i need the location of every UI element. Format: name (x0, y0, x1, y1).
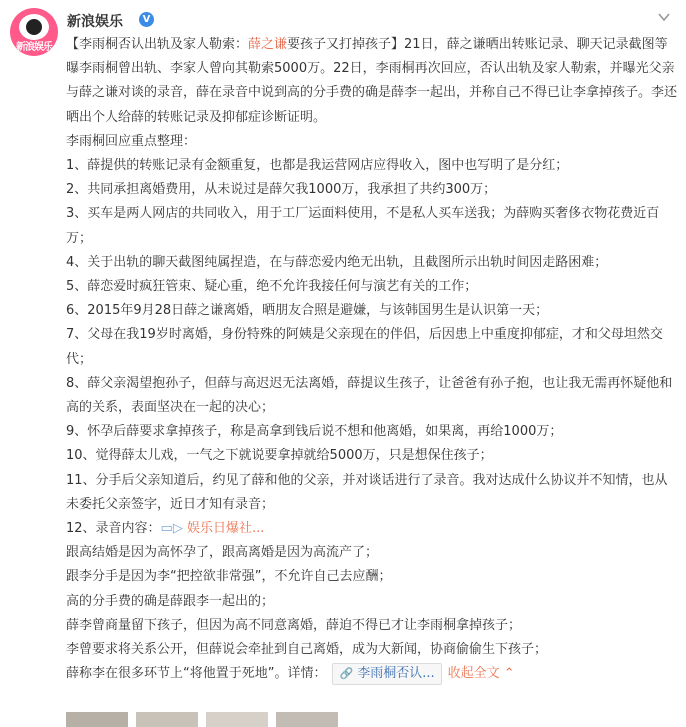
intro-text: 【李雨桐否认出轨及家人勒索： (66, 37, 249, 52)
detail-link-chip[interactable] (332, 663, 441, 685)
quote-line: 薛李曾商量留下孩子，但因为高不同意离婚，薛迫不得已才让李雨桐拿掉孩子； (66, 617, 522, 633)
intro-rest-text: 要孩子又打掉孩子】21日，薛之谦晒出转账记录、聊天记录截图等曝李雨桐曾出轨、李家人曾向其勒索5000万。22日，李雨桐再次回应，否认出轨及家人勒索，并曝光父亲与薛之谦对谈的录音，薛在录音中说到高的分手费的确是薛李一起出，并称自己不得已让李拿掉孩子。李还晒出个人给薛的转账记录及抑郁症诊断证明。 (66, 37, 678, 125)
post-intro (66, 33, 678, 130)
point-item: 2、共同承担离婚费用，从未说过是薛欠我1000万，我承担了共约300万； (66, 182, 497, 198)
quote-line: 跟高结婚是因为高怀孕了，跟高离婚是因为高流产了； (66, 545, 379, 561)
last-line (66, 662, 678, 686)
quote-line: 李曾要求将关系公开，但薛说会牵扯到自己离婚，成为大新闻，协商偷偷生下孩子； (66, 642, 548, 658)
point-item: 8、薛父亲渴望抱孙子，但薛与高迟迟无法离婚，薛提议生孩子，让爸爸有孙子抱，也让我无需再怀疑他和高的关系，表面坚决在一起的决心； (66, 375, 673, 416)
logo-pupil (26, 19, 42, 35)
chevron-up-icon: ⌃ (503, 666, 515, 682)
thumbnail-image[interactable] (136, 712, 198, 727)
video-link[interactable]: 娱乐日爆社... (186, 521, 265, 537)
point-item: 7、父母在我19岁时离婚，身份特殊的阿姨是父亲现在的伴侣，后因患上中重度抑郁症，才和父母坦然交代； (66, 327, 663, 367)
post-body (66, 33, 678, 686)
mention-xuezhiqian[interactable]: 薛之谦 (248, 37, 288, 52)
collapse-link[interactable] (448, 666, 515, 681)
last-line-text: 薛称李在很多环节上“将他置于死地”。详情： (66, 666, 327, 682)
point-item: 6、2015年9月28日薛之谦离婚，晒朋友合照是避嫌，与该韩国男生是认识第一天； (66, 303, 549, 319)
summary-title: 李雨桐回应重点整理： (66, 133, 197, 149)
link-icon: 🔗 (339, 667, 354, 681)
point-item-12 (66, 517, 678, 541)
point-item: 4、关于出轨的聊天截图纯属捏造，在与薛恋爱内绝无出轨，且截图所示出轨时间因走路困难； (66, 254, 608, 270)
account-name[interactable]: 新浪娱乐 (67, 14, 123, 30)
point-item: 3、买车是两人网店的共同收入，用于工厂运面料使用，不是私人买车送我；为薛购买奢侈衣物花费近百万； (66, 206, 660, 246)
thumbnail-image[interactable] (206, 712, 268, 727)
chevron-down-icon[interactable] (656, 10, 672, 24)
avatar-label: 新浪娱乐 (16, 42, 52, 53)
point-item: 11、分手后父亲知道后，约见了薛和他的父亲，并对谈话进行了录音。我对达成什么协议并不知情，也从未委托父亲签字，近日才知有录音； (66, 472, 668, 512)
thumbnail-image[interactable] (276, 712, 338, 727)
detail-link-label: 李雨桐否认... (357, 666, 435, 682)
quote-line: 高的分手费的确是薛跟李一起出的； (66, 593, 275, 609)
point12-label: 12、录音内容： (66, 521, 161, 537)
verified-badge-icon: V (139, 12, 154, 27)
video-icon: ▭▷ (160, 521, 183, 537)
quote-line: 跟李分手是因为李“把控欲非常强”，不允许自己去应酬； (66, 569, 392, 585)
point-item: 9、怀孕后薛要求拿掉孩子，称是高拿到钱后说不想和他离婚，如果离，再给1000万； (66, 424, 563, 440)
thumbnail-image[interactable] (66, 712, 128, 727)
avatar[interactable] (10, 8, 58, 56)
point-item: 5、薛恋爱时疯狂管束、疑心重，绝不允许我接任何与演艺有关的工作； (66, 279, 478, 295)
point-item: 10、觉得薛太儿戏，一气之下就说要拿掉就给5000万，只是想保住孩子； (66, 448, 493, 464)
collapse-label: 收起全文 (447, 666, 500, 682)
point-item: 1、薛提供的转账记录有金额重复，也都是我运营网店应得收入，图中也写明了是分红； (66, 158, 569, 174)
